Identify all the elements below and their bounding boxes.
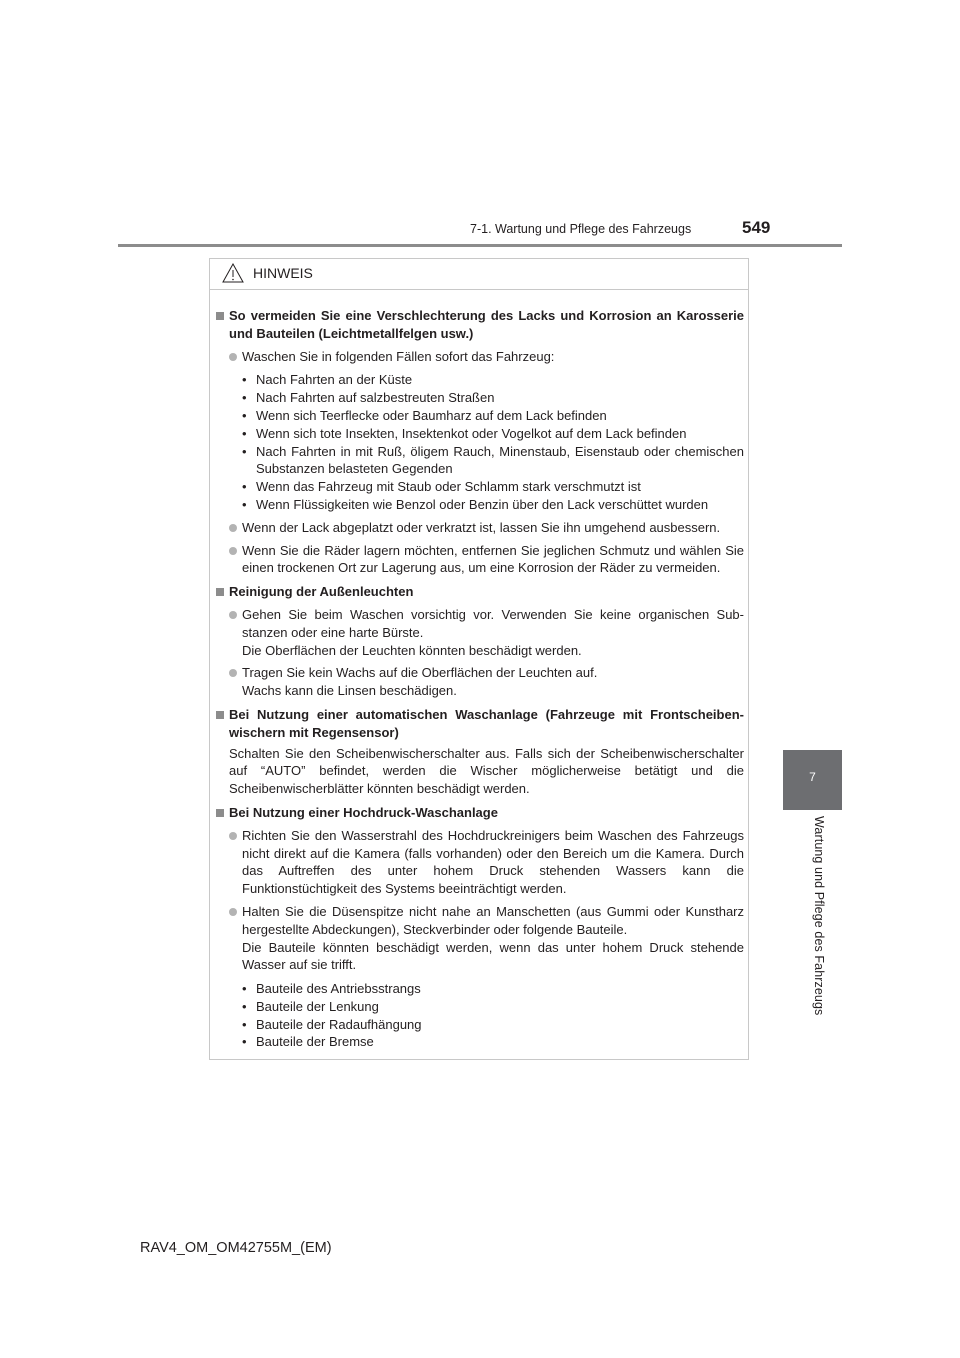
bullet-item: • Bauteile des Antriebsstrangs bbox=[242, 980, 744, 998]
section-heading: Bei Nutzung einer Hochdruck-Waschanlage bbox=[216, 804, 744, 822]
header-rule bbox=[118, 244, 842, 247]
notice-box bbox=[209, 258, 749, 1060]
square-bullet-icon bbox=[216, 809, 224, 817]
section-heading: So vermeiden Sie eine Verschlechterung des Lacks und Korrosion an Karosserie und Bauteilen (Leichtmetallfelgen usw.) bbox=[216, 307, 744, 343]
circle-bullet-icon bbox=[229, 908, 237, 916]
bullet-item: • Wenn sich Teerflecke oder Baumharz auf dem Lack befinden bbox=[242, 407, 744, 425]
circle-bullet-icon bbox=[229, 353, 237, 361]
bullet-item: • Nach Fahrten an der Küste bbox=[242, 371, 744, 389]
notice-section bbox=[216, 583, 744, 700]
bullet-item: • Bauteile der Radaufhängung bbox=[242, 1016, 744, 1034]
list-item: Halten Sie die Düsenspitze nicht nahe an Manschetten (aus Gummi oder Kunstharz hergestellte Abdeckungen), Steckverbinder oder folgende Bauteile. Die Bauteile könnten beschädigt werden, wenn das unter hohem Druck stehende Wasser auf sie trifft. bbox=[216, 903, 744, 974]
list-item: Wenn Sie die Räder lagern möchten, entfernen Sie jeglichen Schmutz und wählen Sie einen trockenen Ort zur Lagerung aus, um eine Korrosion der Räder zu vermeiden. bbox=[216, 542, 744, 578]
section-paragraph: Schalten Sie den Scheibenwischerschalter aus. Falls sich der Scheibenwischerschalter auf “AUTO” befindet, werden die Wischer möglicherweise betätigt und die Scheibenwischerblätter könnten beschädigt werden. bbox=[229, 745, 744, 797]
bullet-item: • Wenn Flüssigkeiten wie Benzol oder Benzin über den Lack verschüttet wurden bbox=[242, 496, 744, 514]
square-bullet-icon bbox=[216, 312, 224, 320]
bullet-list bbox=[216, 371, 744, 513]
notice-section bbox=[216, 706, 744, 798]
square-bullet-icon bbox=[216, 588, 224, 596]
section-heading: Bei Nutzung einer automatischen Waschanlage (Fahrzeuge mit Frontscheibenwischern mit Regensensor) bbox=[216, 706, 744, 742]
bullet-item: • Bauteile der Lenkung bbox=[242, 998, 744, 1016]
bullet-list bbox=[216, 980, 744, 1051]
circle-bullet-icon bbox=[229, 524, 237, 532]
notice-content bbox=[216, 301, 744, 1054]
circle-bullet-icon bbox=[229, 832, 237, 840]
square-bullet-icon bbox=[216, 711, 224, 719]
notice-section bbox=[216, 804, 744, 1051]
notice-section bbox=[216, 307, 744, 577]
bullet-item: • Bauteile der Bremse bbox=[242, 1033, 744, 1051]
section-heading: Reinigung der Außenleuchten bbox=[216, 583, 744, 601]
bullet-item: • Nach Fahrten auf salzbestreuten Straßen bbox=[242, 389, 744, 407]
chapter-tab-number: 7 bbox=[809, 770, 816, 784]
list-item: Richten Sie den Wasserstrahl des Hochdruckreinigers beim Waschen des Fahrzeugs nicht direkt auf die Kamera (falls vorhanden) oder den Bereich um die Kamera. Durch das Auftreffen des unter hohem Druck stehenden Wassers kann die Funktionstüchtigkeit des Systems beeinträchtigt werden. bbox=[216, 827, 744, 898]
circle-bullet-icon bbox=[229, 611, 237, 619]
list-item: Wenn der Lack abgeplatzt oder verkratzt ist, lassen Sie ihn umgehend ausbessern. bbox=[216, 519, 744, 537]
page-number: 549 bbox=[742, 218, 771, 237]
circle-bullet-icon bbox=[229, 669, 237, 677]
list-item: Waschen Sie in folgenden Fällen sofort das Fahrzeug: bbox=[216, 348, 744, 366]
bullet-item: • Wenn das Fahrzeug mit Staub oder Schlamm stark verschmutzt ist bbox=[242, 478, 744, 496]
circle-bullet-icon bbox=[229, 547, 237, 555]
list-item: Gehen Sie beim Waschen vorsichtig vor. Verwenden Sie keine organischen Substanzen oder eine harte Bürste. Die Oberflächen der Leuchten könnten beschädigt werden. bbox=[216, 606, 744, 659]
notice-title: HINWEIS bbox=[253, 265, 313, 281]
footer-document-code: RAV4_OM_OM42755M_(EM) bbox=[140, 1240, 332, 1256]
bullet-item: • Nach Fahrten in mit Ruß, öligem Rauch, Minenstaub, Eisenstaub oder chemischen Substanzen belasteten Gegenden bbox=[242, 443, 744, 479]
chapter-tab-label: Wartung und Pflege des Fahrzeugs bbox=[812, 816, 826, 1016]
list-item: Tragen Sie kein Wachs auf die Oberflächen der Leuchten auf. Wachs kann die Linsen beschädigen. bbox=[216, 664, 744, 700]
bullet-item: • Wenn sich tote Insekten, Insektenkot oder Vogelkot auf dem Lack befinden bbox=[242, 425, 744, 443]
header-section-title: 7-1. Wartung und Pflege des Fahrzeugs bbox=[470, 222, 692, 236]
notice-header bbox=[210, 259, 748, 290]
warning-triangle-icon bbox=[222, 263, 244, 288]
